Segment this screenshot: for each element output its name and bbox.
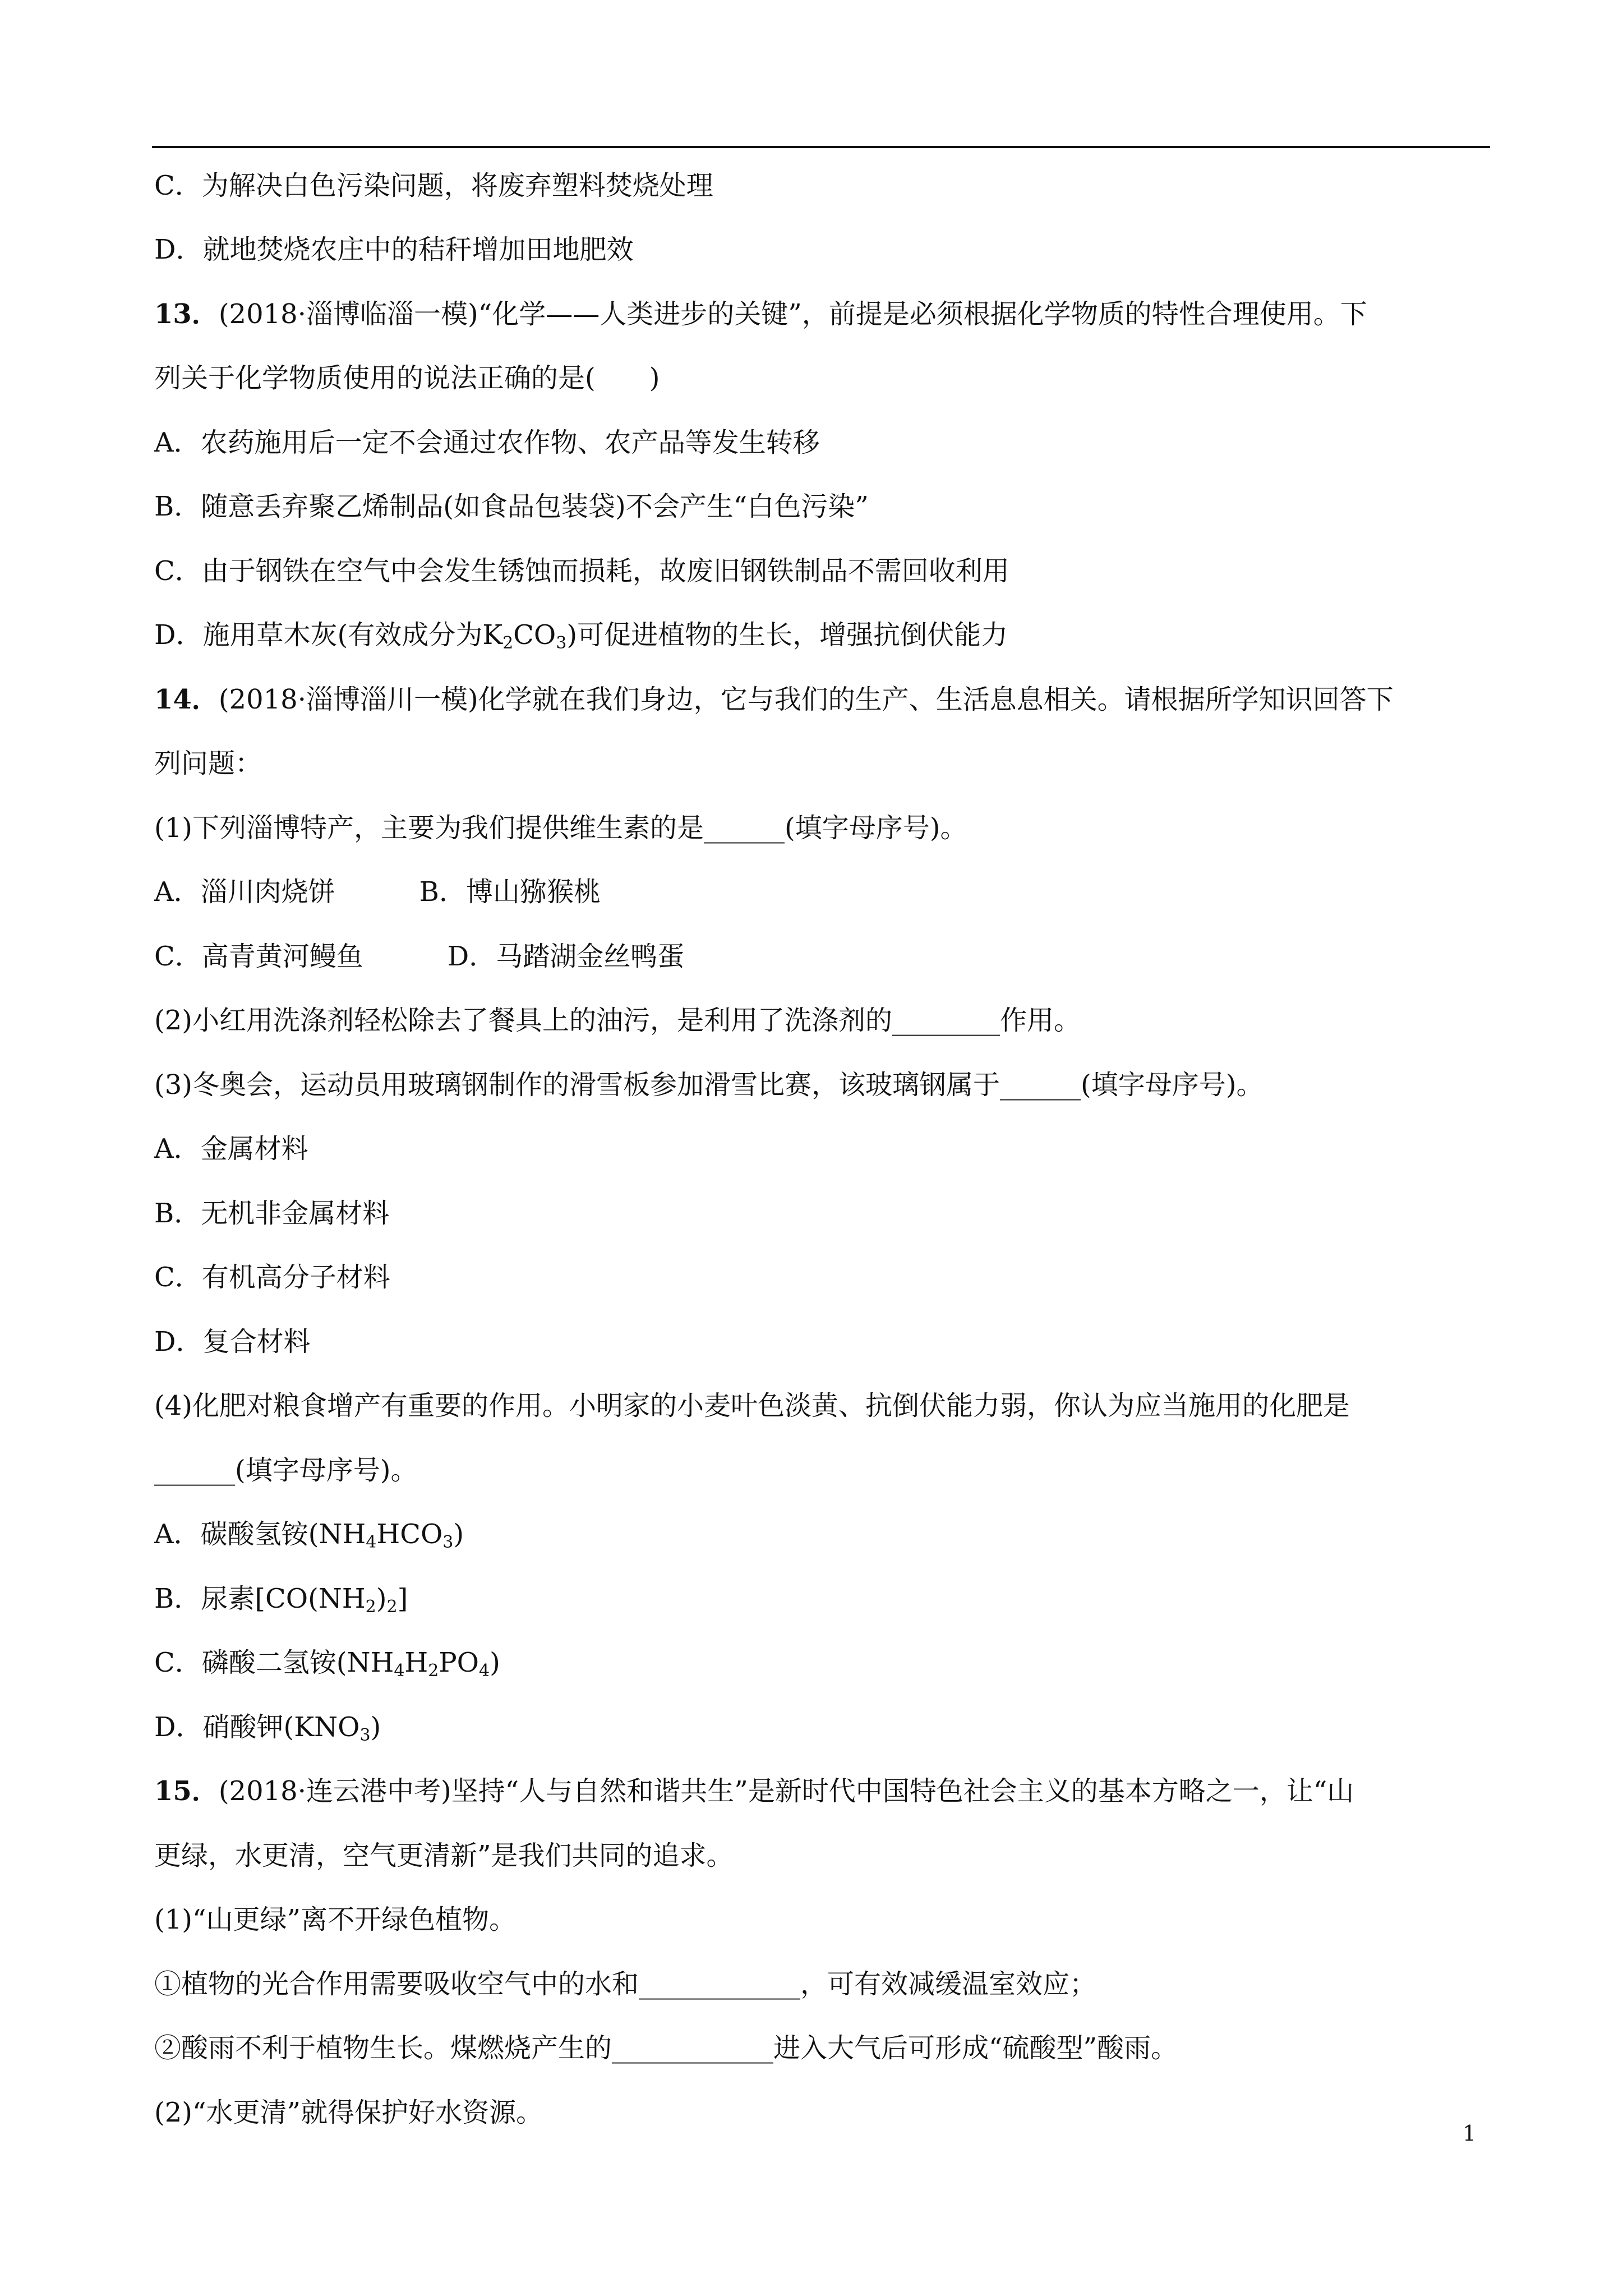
question-14-stem-cont: 列问题： [154,748,262,779]
question-14-stem: 14．(2018·淄博淄川一模)化学就在我们身边，它与我们的生产、生活息息相关。请根据所学知识回答下 [154,684,1394,715]
header-rule [152,146,1490,148]
question-number: 13． [154,298,219,330]
question-number: 14． [154,684,219,715]
option-b-q14-4: B．尿素$[CO(NH_2)_2]$ [154,1583,408,1617]
option-c-q14-4: C．磷酸二氢铵$(NH_4H_2PO_4)$ [154,1647,500,1681]
question-14-part-4: (4)化肥对粮食增产有重要的作用。小明家的小麦叶色淡黄、抗倒伏能力弱，你认为应当施用的化肥是 [154,1390,1350,1421]
question-15-stem-cont: 更绿，水更清，空气更清新”是我们共同的追求。 [154,1840,734,1871]
option-a-q14-3: A．金属材料 [154,1133,308,1165]
option-d-q12: D．就地焚烧农庄中的秸秆增加田地肥效 [154,234,634,265]
option-d-q14-3: D．复合材料 [154,1326,311,1358]
option-b-q14-3: B．无机非金属材料 [154,1198,390,1229]
option-a-q14-4: A．碳酸氢铵$(NH_4HCO_3)$ [154,1519,464,1552]
page-number: 1 [1463,2121,1477,2146]
option-c-q12: C．为解决白色污染问题，将废弃塑料焚烧处理 [154,170,713,201]
q14-1-options-ab: A．淄川肉烧饼 B．博山猕猴桃 [154,876,601,908]
question-14-part-1: (1)下列淄博特产，主要为我们提供维生素的是______(填字母序号)。 [154,812,967,844]
question-14-part-2: (2)小红用洗涤剂轻松除去了餐具上的油污，是利用了洗涤剂的________作用。 [154,1005,1081,1036]
question-15-stem: 15．(2018·连云港中考)坚持“人与自然和谐共生”是新时代中国特色社会主义的基本方略之一，让“山 [154,1775,1354,1807]
option-d-q14-4: D．硝酸钾$(KNO_3)$ [154,1711,381,1745]
option-c-q14-3: C．有机高分子材料 [154,1262,390,1293]
question-15-part-1-item-1: ①植物的光合作用需要吸收空气中的水和____________，可有效减缓温室效应； [154,1968,1097,2000]
option-d-q13: D．施用草木灰(有效成分为$K_2CO_3$)可促进植物的生长，增强抗倒伏能力 [154,619,1008,653]
question-14-part-4-cont: ______(填字母序号)。 [154,1455,418,1486]
question-13-stem-cont: 列关于化学物质使用的说法正确的是( ) [154,362,660,394]
question-15-part-1-item-2: ②酸雨不利于植物生长。煤燃烧产生的____________进入大气后可形成“硫酸型”酸雨。 [154,2032,1178,2064]
question-14-part-3: (3)冬奥会，运动员用玻璃钢制作的滑雪板参加滑雪比赛，该玻璃钢属于______(填字母序号)。 [154,1069,1264,1101]
option-b-q13: B．随意丢弃聚乙烯制品(如食品包装袋)不会产生“白色污染” [154,491,869,522]
question-15-part-2: (2)“水更清”就得保护好水资源。 [154,2097,543,2128]
question-13-stem: 13．(2018·淄博临淄一模)“化学——人类进步的关键”，前提是必须根据化学物质的特性合理使用。下 [154,298,1367,330]
q14-1-options-cd: C．高青黄河鳗鱼 D．马踏湖金丝鸭蛋 [154,941,685,972]
question-15-part-1: (1)“山更绿”离不开绿色植物。 [154,1904,517,1935]
option-a-q13: A．农药施用后一定不会通过农作物、农产品等发生转移 [154,427,820,458]
option-c-q13: C．由于钢铁在空气中会发生锈蚀而损耗，故废旧钢铁制品不需回收利用 [154,555,1009,587]
question-number: 15． [154,1775,219,1807]
